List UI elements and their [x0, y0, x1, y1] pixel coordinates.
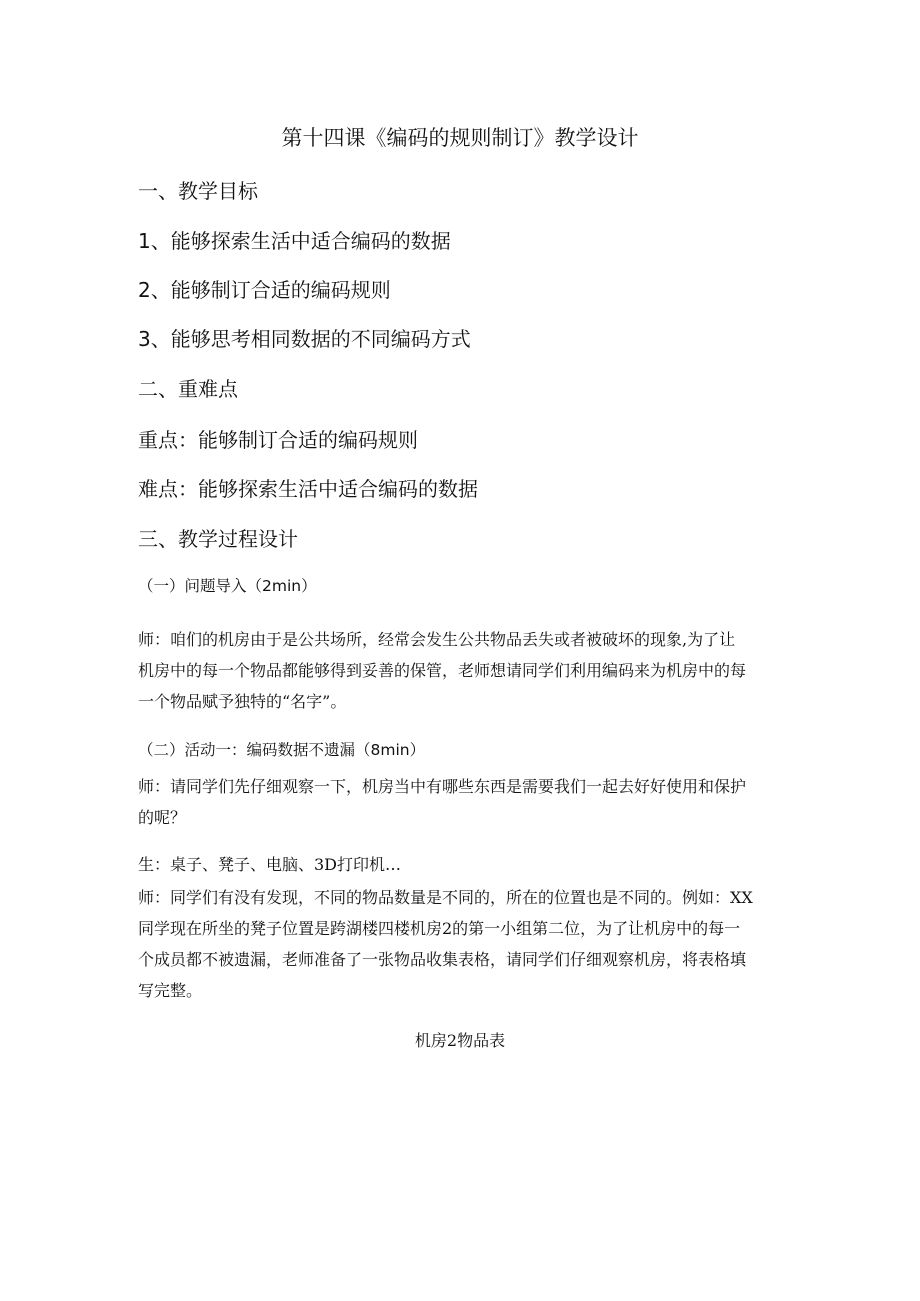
paragraph-line: 个成员都不被遗漏，老师准备了一张物品收集表格，请同学们仔细观察机房，将表格填 [138, 950, 747, 969]
key-point: 重点：能够制订合适的编码规则 [138, 428, 418, 452]
section-heading-teaching-process: 三、教学过程设计 [138, 527, 298, 551]
part2-paragraph [138, 882, 786, 1006]
part2-heading: （二）活动一：编码数据不遗漏（8min） [138, 741, 426, 759]
goal-item-1: 1、能够探索生活中适合编码的数据 [138, 229, 451, 253]
paragraph-line: 师：同学们有没有发现，不同的物品数量是不同的，所在的位置也是不同的。例如：XX [138, 888, 753, 907]
paragraph-line: 写完整。 [138, 981, 203, 1000]
part1-paragraph [138, 624, 786, 717]
section-heading-key-difficult: 二、重难点 [138, 377, 238, 401]
document-title: 第十四课《编码的规则制订》教学设计 [281, 126, 639, 150]
part2-question [138, 771, 786, 833]
paragraph-line: 的呢？ [138, 808, 187, 827]
paragraph-line: 一个物品赋予独特的“名字”。 [138, 692, 347, 711]
paragraph-line: 师：咱们的机房由于是公共场所，经常会发生公共物品丢失或者被破坏的现象,为了让 [138, 630, 736, 649]
paragraph-line: 师：请同学们先仔细观察一下，机房当中有哪些东西是需要我们一起去好好使用和保护 [138, 777, 747, 796]
paragraph-line: 机房中的每一个物品都能够得到妥善的保管，老师想请同学们利用编码来为机房中的每 [138, 661, 747, 680]
part1-heading: （一）问题导入（2min） [138, 577, 317, 595]
table-caption: 机房2物品表 [414, 1031, 506, 1050]
part2-student-answer: 生：桌子、凳子、电脑、3D打印机… [138, 855, 402, 874]
difficult-point: 难点：能够探索生活中适合编码的数据 [138, 477, 478, 501]
goal-item-3: 3、能够思考相同数据的不同编码方式 [138, 327, 471, 351]
goal-item-2: 2、能够制订合适的编码规则 [138, 278, 391, 302]
paragraph-line: 同学现在所坐的凳子位置是跨湖楼四楼机房2的第一小组第二位，为了让机房中的每一 [138, 919, 741, 938]
section-heading-teaching-goals: 一、教学目标 [138, 179, 258, 203]
